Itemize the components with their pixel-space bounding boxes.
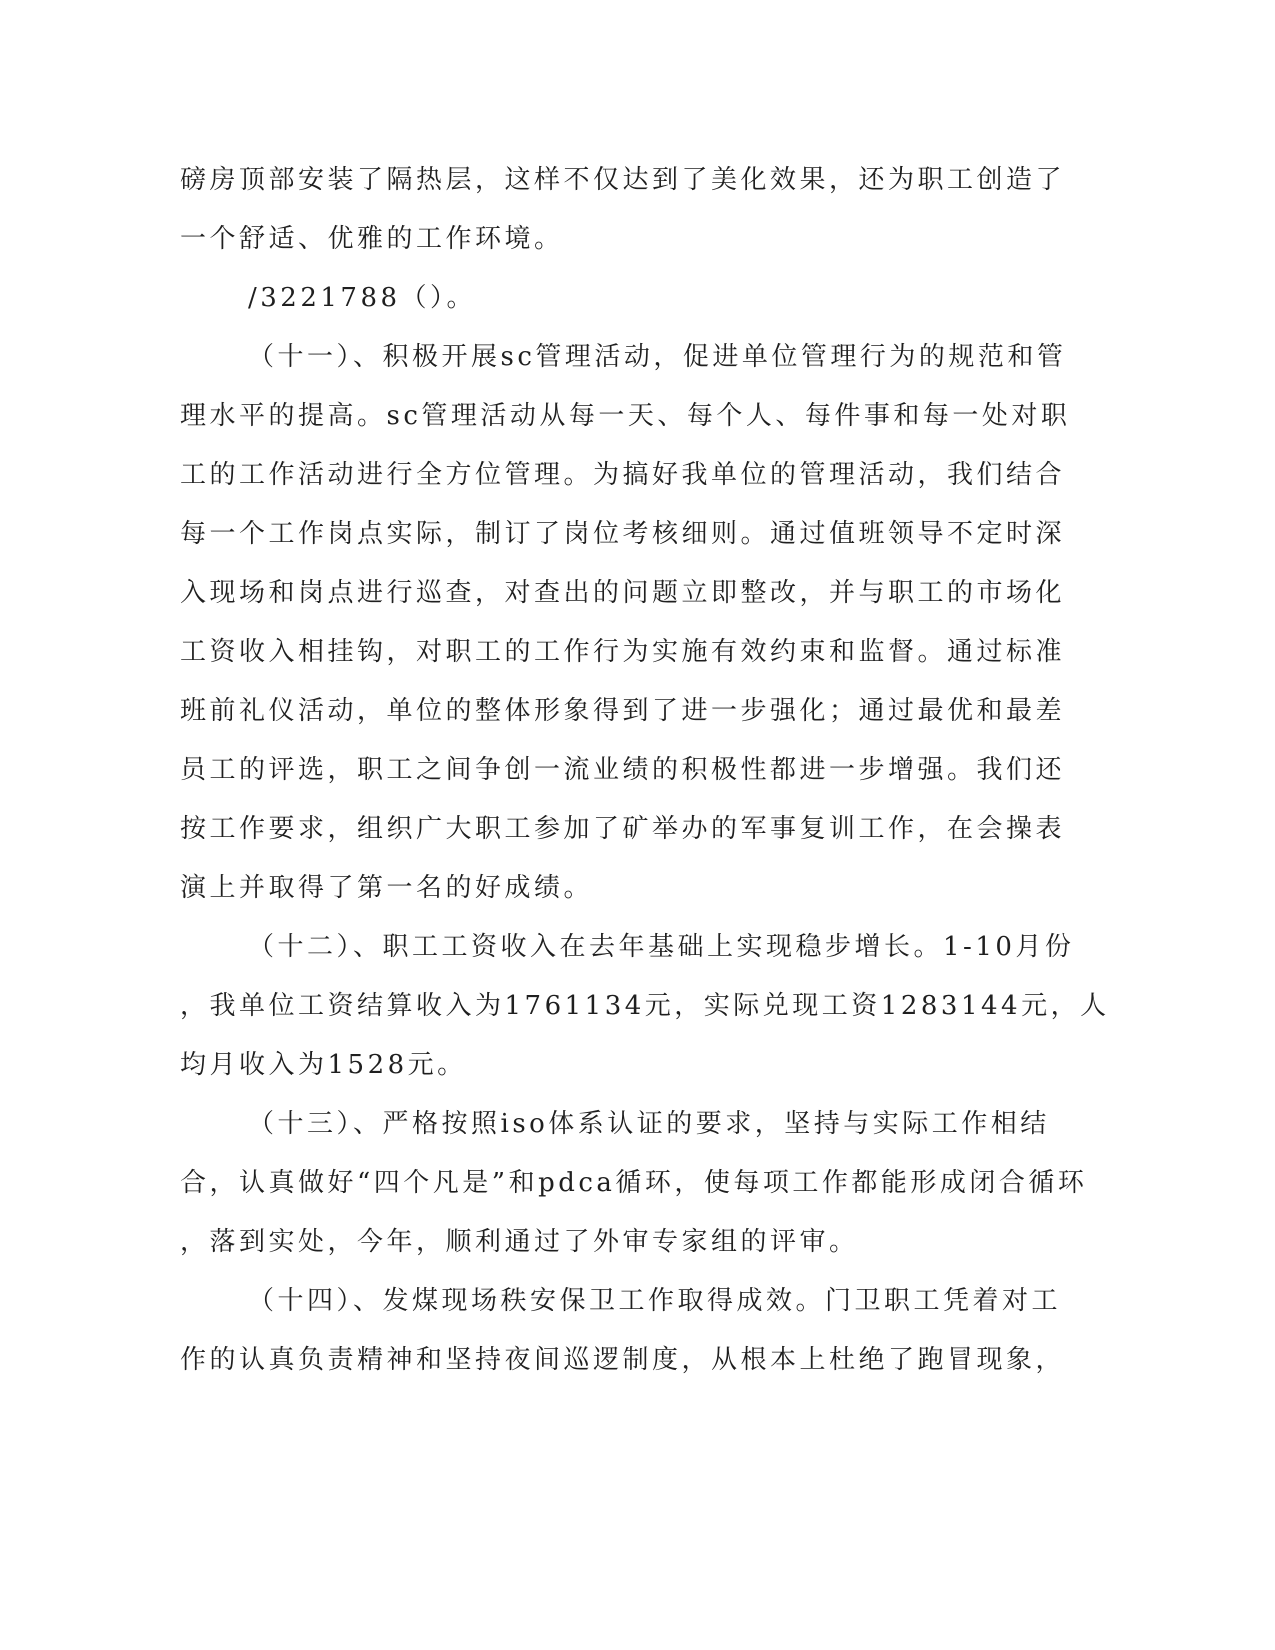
paragraph-line: （十三）、严格按照iso体系认证的要求，坚持与实际工作相结 <box>248 1109 1050 1139</box>
paragraph-line: 按工作要求，组织广大职工参加了矿举办的军事复训工作，在会操表 <box>180 814 1066 844</box>
paragraph-line: ，我单位工资结算收入为1761134元，实际兑现工资1283144元，人 <box>180 991 1110 1021</box>
paragraph-line: 一个舒适、优雅的工作环境。 <box>180 224 564 254</box>
paragraph-line: 磅房顶部安装了隔热层，这样不仅达到了美化效果，还为职工创造了 <box>180 165 1066 195</box>
paragraph-line: （十一）、积极开展sc管理活动，促进单位管理行为的规范和管 <box>248 342 1067 372</box>
paragraph-line: 合，认真做好“四个凡是”和pdca循环，使每项工作都能形成闭合循环 <box>180 1168 1088 1198</box>
paragraph-line: 作的认真负责精神和坚持夜间巡逻制度，从根本上杜绝了跑冒现象， <box>180 1345 1066 1375</box>
paragraph-line: 演上并取得了第一名的好成绩。 <box>180 873 594 903</box>
paragraph-line: 入现场和岗点进行巡查，对查出的问题立即整改，并与职工的市场化 <box>180 578 1066 608</box>
paragraph-line: ，落到实处，今年，顺利通过了外审专家组的评审。 <box>180 1227 859 1257</box>
paragraph-line: /3221788（）。 <box>248 283 477 313</box>
paragraph-line: 工资收入相挂钩，对职工的工作行为实施有效约束和监督。通过标准 <box>180 637 1066 667</box>
paragraph-line: 每一个工作岗点实际，制订了岗位考核细则。通过值班领导不定时深 <box>180 519 1066 549</box>
paragraph-line: （十二）、职工工资收入在去年基础上实现稳步增长。1-10月份 <box>248 932 1075 962</box>
paragraph-line: 均月收入为1528元。 <box>180 1050 467 1080</box>
paragraph-line: 班前礼仪活动，单位的整体形象得到了进一步强化；通过最优和最差 <box>180 696 1066 726</box>
paragraph-line: 工的工作活动进行全方位管理。为搞好我单位的管理活动，我们结合 <box>180 460 1066 490</box>
paragraph-line: 理水平的提高。sc管理活动从每一天、每个人、每件事和每一处对职 <box>180 401 1071 431</box>
paragraph-line: 员工的评选，职工之间争创一流业绩的积极性都进一步增强。我们还 <box>180 755 1066 785</box>
paragraph-line: （十四）、发煤现场秩安保卫工作取得成效。门卫职工凭着对工 <box>248 1286 1062 1316</box>
